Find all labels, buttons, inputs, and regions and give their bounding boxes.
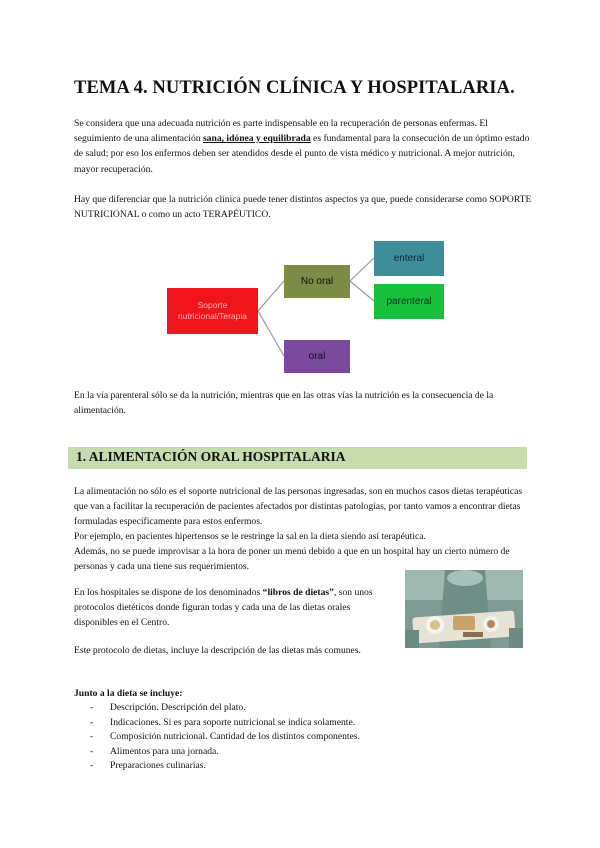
list-item: - Alimentos para una jornada. — [90, 745, 360, 760]
node-parenteral-label: parenteral — [386, 296, 432, 307]
intro-text-1: Se considera que una adecuada nutrición es parte indispensable en la recuperación de personas enfermas. El seguimiento de una alimentación — [74, 118, 488, 145]
connector-root-nooral — [258, 281, 284, 311]
section-paragraph-1: La alimentación no sólo es el soporte nutricional de las personas ingresadas, son en muchos casos dietas terapéuticas que van a facilitar la recuperación de pacientes afectados por distintas patologías, por tanto vamos a encontrar dietas formuladas específicamente para estos enfermos. — [74, 486, 523, 528]
list-item: - Composición nutricional. Cantidad de los distintos componentes. — [90, 730, 360, 745]
connector-nooral-parenteral — [350, 281, 374, 301]
section-heading: 1. ALIMENTACIÓN ORAL HOSPITALARIA — [76, 449, 346, 464]
node-enteral — [374, 241, 444, 276]
connector-nooral-enteral — [350, 258, 374, 281]
node-oral-label: oral — [308, 351, 326, 362]
libros-paragraph — [74, 585, 379, 631]
hospital-tray-photo — [405, 570, 523, 648]
node-enteral-label: enteral — [393, 253, 425, 264]
intro-text-2: es fundamental para la consecución de un óptimo estado de salud; por eso los enfermos deben ser atendidos desde el punto de vista médico y nutricional. A mejor nutrición, mayor recuperación. — [74, 133, 530, 175]
libros-bold: “libros de dietas” — [262, 587, 334, 598]
protocolo-paragraph: Este protocolo de dietas, incluye la descripción de las dietas más comunes. — [74, 645, 361, 656]
node-no-oral — [284, 265, 350, 298]
list-item: - Preparaciones culinarias. — [90, 759, 360, 774]
section-paragraph-3: Además, no se puede improvisar a la hora de poner un menú debido a que en un hospital hay un cierto número de personas y cada una tiene sus requerimientos. — [74, 546, 510, 573]
list-item: - Descripción. Descripción del plato. — [90, 701, 360, 716]
page-title: TEMA 4. NUTRICIÓN CLÍNICA Y HOSPITALARIA. — [74, 78, 515, 98]
node-no-oral-label: No oral — [300, 276, 334, 287]
list-item: - Indicaciones. Si es para soporte nutricional se indica solamente. — [90, 716, 360, 731]
node-soporte-nutricional — [167, 288, 258, 334]
parenteral-paragraph: En la vía parenteral sólo se da la nutrición, mientras que en las otras vías la nutrición es la consecuencia de la alimentación. — [74, 390, 494, 417]
intro-paragraph-2: Hay que diferenciar que la nutrición clínica puede tener distintos aspectos ya que, puede considerarse como SOPORTE NUTRICIONAL o como un acto TERAPÉUTICO. — [74, 194, 532, 221]
incluye-heading: Junto a la dieta se incluye: — [74, 688, 183, 699]
section-heading-bar — [68, 447, 527, 469]
nutrition-diagram — [160, 236, 460, 376]
intro-emphasis: sana, idónea y equilibrada — [202, 133, 311, 145]
incluye-list — [90, 701, 360, 774]
libros-text-2: , son unos protocolos dietéticos donde figuran todas y cada una de las dietas orales disponibles en el Centro. — [74, 587, 373, 629]
libros-text-1: En los hospitales se dispone de los denominados — [74, 587, 263, 598]
node-oral — [284, 340, 350, 373]
section-paragraph-2: Por ejemplo, en pacientes hipertensos se le restringe la sal en la dieta siendo así terapéutica. — [74, 531, 426, 542]
node-parenteral — [374, 284, 444, 319]
connector-root-oral — [258, 311, 284, 356]
node-soporte-label: Soporte nutricional/Terapia — [178, 300, 247, 321]
intro-paragraph — [74, 116, 532, 177]
